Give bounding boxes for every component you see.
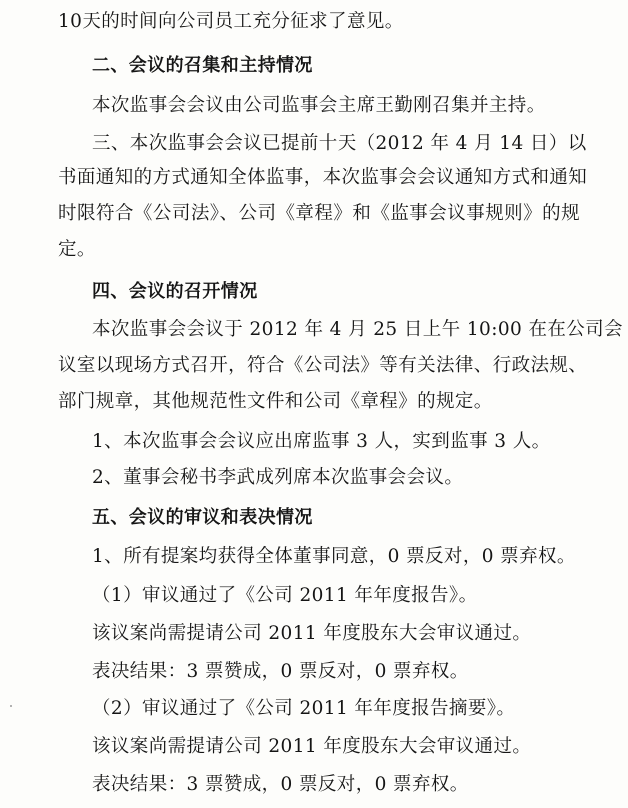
text-line-20: 该议案尚需提请公司 2011 年度股东大会审议通过。 (92, 736, 532, 757)
section-heading-4: 四、会议的召开情况 (92, 281, 258, 302)
text-line-11: 部门规章，其他规范性文件和公司《章程》的规定。 (58, 391, 493, 412)
text-line-12: 1、本次监事会会议应出席监事 3 人，实到监事 3 人。 (92, 431, 551, 452)
scan-speck (10, 705, 12, 707)
section-heading-2: 二、会议的召集和主持情况 (92, 55, 313, 76)
text-line-10: 议室以现场方式召开，符合《公司法》等有关法律、行政法规、 (58, 355, 588, 376)
text-line-13: 2、董事会秘书李武成列席本次监事会会议。 (92, 467, 464, 488)
text-line-15: 1、所有提案均获得全体董事同意，0 票反对，0 票弃权。 (92, 546, 576, 567)
section-heading-5: 五、会议的审议和表决情况 (92, 507, 313, 528)
text-line-17: 该议案尚需提请公司 2011 年度股东大会审议通过。 (92, 623, 532, 644)
text-line-19: （2）审议通过了《公司 2011 年年度报告摘要》。 (92, 698, 516, 719)
text-line-9: 本次监事会会议于 2012 年 4 月 25 日上午 10:00 在在公司会 (92, 319, 623, 340)
text-line-18: 表决结果：3 票赞成，0 票反对，0 票弃权。 (92, 661, 469, 682)
text-line-7: 定。 (58, 239, 96, 260)
text-line-16: （1）审议通过了《公司 2011 年年度报告》。 (92, 585, 478, 606)
text-line-5: 书面通知的方式通知全体监事，本次监事会会议通知方式和通知 (58, 167, 588, 188)
text-line-21: 表决结果：3 票赞成，0 票反对，0 票弃权。 (92, 774, 469, 795)
text-line-4: 三、本次监事会会议已提前十天（2012 年 4 月 14 日）以 (92, 133, 587, 154)
text-line-3: 本次监事会会议由公司监事会主席王勤刚召集并主持。 (92, 95, 546, 116)
text-line-1: 10天的时间向公司员工充分征求了意见。 (58, 11, 404, 32)
text-line-6: 时限符合《公司法》、公司《章程》和《监事会议事规则》的规 (58, 203, 580, 224)
